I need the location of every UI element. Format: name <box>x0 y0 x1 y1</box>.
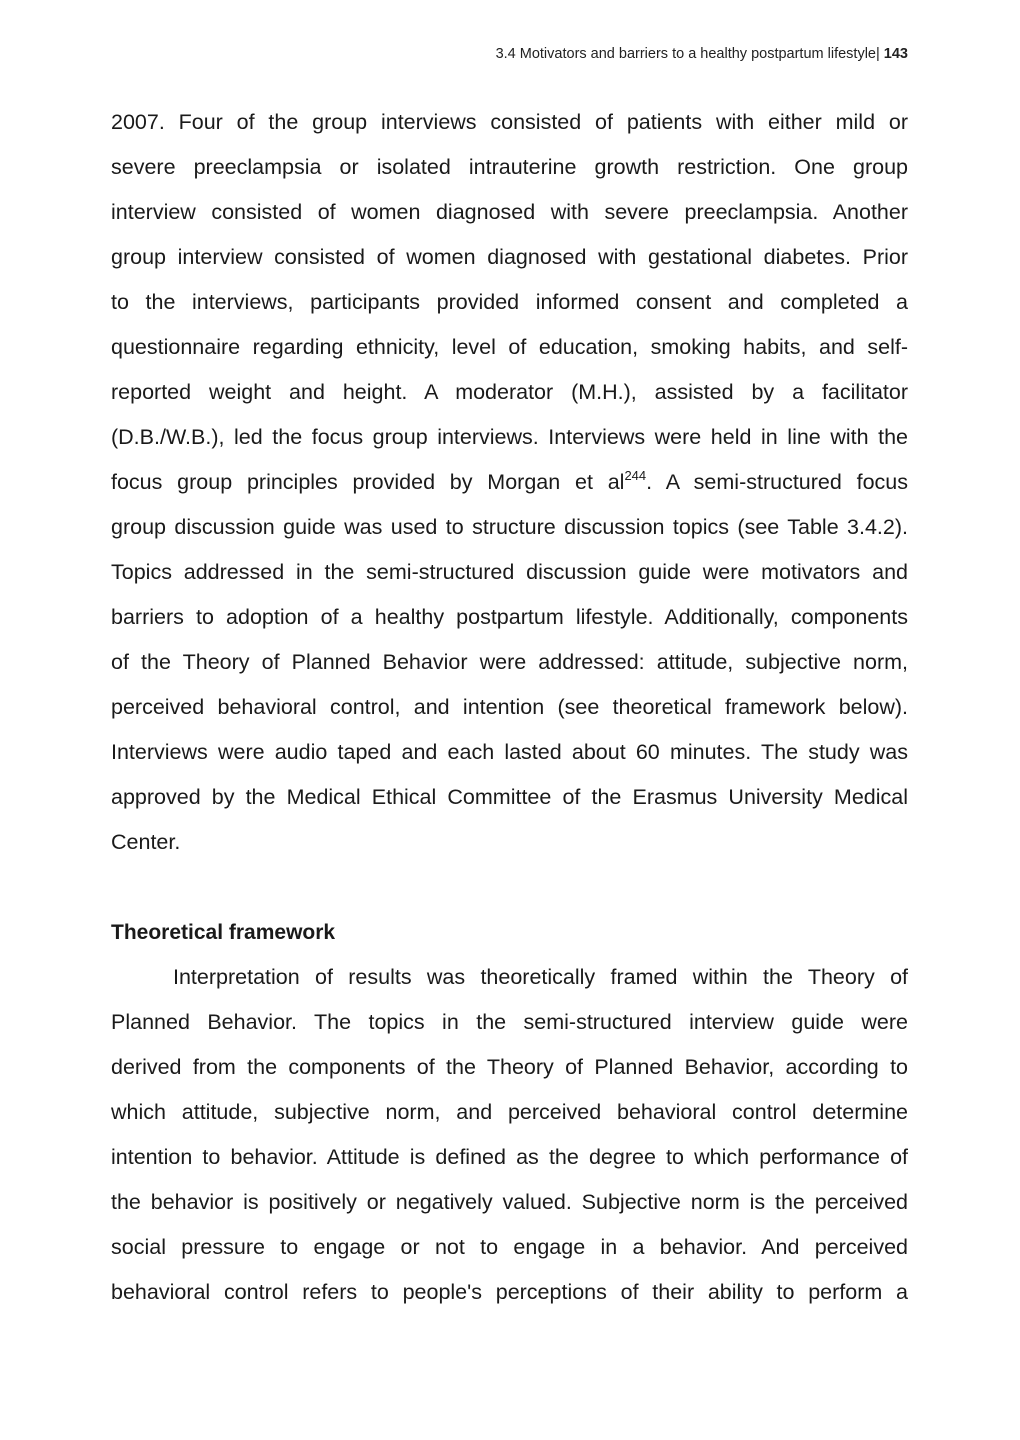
text-line: intention to behavior. Attitude is defined as the degree to which performance of <box>111 1145 908 1169</box>
text-line: to the interviews, participants provided informed consent and completed a <box>111 290 908 314</box>
text-line: approved by the Medical Ethical Committee of the Erasmus University Medical <box>111 785 908 809</box>
text-line: derived from the components of the Theory of Planned Behavior, according to <box>111 1055 908 1079</box>
text-line: 2007. Four of the group interviews consisted of patients with either mild or <box>111 110 908 134</box>
page-number: 143 <box>883 46 908 62</box>
text-line: Center. <box>111 830 181 854</box>
text-segment: focus group principles provided by Morgan et al <box>111 470 625 494</box>
text-line: questionnaire regarding ethnicity, level of education, smoking habits, and self- <box>111 335 908 359</box>
text-segment: . A semi-structured focus <box>646 470 908 494</box>
body-text <box>111 100 908 1315</box>
text-line: reported weight and height. A moderator (M.H.), assisted by a facilitator <box>111 380 908 404</box>
section-heading: Theoretical framework <box>111 921 336 944</box>
header-separator: | <box>875 46 880 62</box>
text-line: the behavior is positively or negatively valued. Subjective norm is the perceived <box>111 1190 908 1214</box>
text-line: interview consisted of women diagnosed with severe preeclampsia. Another <box>111 200 908 224</box>
text-line: of the Theory of Planned Behavior were addressed: attitude, subjective norm, <box>111 650 908 674</box>
text-line: Topics addressed in the semi-structured discussion guide were motivators and <box>111 560 908 584</box>
text-line: behavioral control refers to people's perceptions of their ability to perform a <box>111 1280 908 1304</box>
text-line: severe preeclampsia or isolated intrauterine growth restriction. One group <box>111 155 908 179</box>
text-line: which attitude, subjective norm, and perceived behavioral control determine <box>111 1100 908 1124</box>
running-header <box>496 46 908 62</box>
text-line-with-citation <box>111 460 908 505</box>
citation-reference: 244 <box>624 468 647 483</box>
section-title: 3.4 Motivators and barriers to a healthy postpartum lifestyle <box>495 46 876 62</box>
text-line: Interviews were audio taped and each lasted about 60 minutes. The study was <box>111 740 908 764</box>
paragraph-methods <box>111 100 908 865</box>
text-line: group discussion guide was used to structure discussion topics (see Table 3.4.2). <box>111 515 908 539</box>
paragraph-theoretical-framework <box>111 955 908 1315</box>
text-line: Interpretation of results was theoretically framed within the Theory of <box>173 965 908 989</box>
text-line: barriers to adoption of a healthy postpartum lifestyle. Additionally, components <box>111 605 908 629</box>
text-line: (D.B./W.B.), led the focus group interviews. Interviews were held in line with the <box>111 425 908 449</box>
text-line: group interview consisted of women diagnosed with gestational diabetes. Prior <box>111 245 908 269</box>
text-line: Planned Behavior. The topics in the semi-structured interview guide were <box>111 1010 908 1034</box>
text-line: perceived behavioral control, and intention (see theoretical framework below). <box>111 695 908 719</box>
text-line: social pressure to engage or not to engage in a behavior. And perceived <box>111 1235 908 1259</box>
